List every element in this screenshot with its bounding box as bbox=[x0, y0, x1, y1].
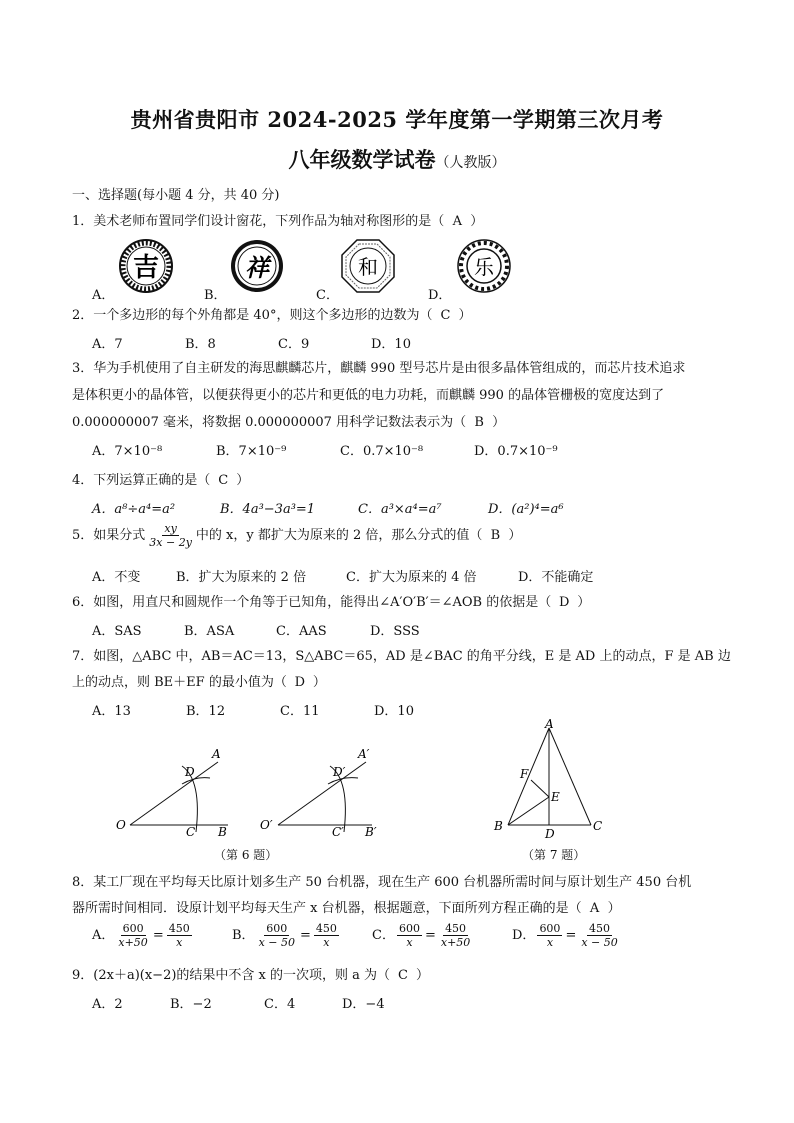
q1-label-b: B． bbox=[204, 288, 227, 303]
q1-close: ） bbox=[470, 214, 484, 229]
q5-post: 中的 x，y 都扩大为原来的 2 倍，那么分式的值（ bbox=[195, 528, 483, 543]
question-8-line-1: 8．某工厂现在平均每天比原计划多生产 50 台机器，现在生产 600 台机器所需时间与原计划生产 450 台机 bbox=[72, 875, 692, 890]
q1-stem: 1．美术老师布置同学们设计窗花，下列作品为轴对称图形的是（ bbox=[72, 214, 445, 229]
q8-c-left-frac bbox=[397, 922, 422, 949]
q8-c-rd: x+50 bbox=[440, 936, 471, 949]
q4-option-c: C．a³×a⁴=a⁷ bbox=[358, 502, 442, 517]
q8-option-d: D． $\frac{600}{x}$ = $\frac{450}{x - 50}$ bbox=[512, 922, 618, 949]
question-6 bbox=[72, 593, 590, 613]
q8-option-b: B． $\frac{600}{x - 50}$ = $\frac{450}{x}$ bbox=[232, 922, 337, 949]
le-char: 乐 bbox=[474, 255, 494, 279]
q8-b-left-frac bbox=[257, 922, 297, 949]
q8-c-ln: 600 bbox=[398, 922, 420, 935]
edition-label: （人教版） bbox=[435, 155, 506, 171]
xiang-char: 祥 bbox=[245, 253, 269, 282]
q8-d-label: D． bbox=[512, 928, 536, 943]
q8-a-rd: x bbox=[176, 936, 183, 949]
q8-a-left-frac bbox=[116, 922, 149, 949]
q7-option-d: D．10 bbox=[374, 704, 414, 719]
q5-answer: B bbox=[490, 528, 501, 543]
q4-close: ） bbox=[236, 473, 250, 488]
q8-d-left-frac bbox=[537, 922, 562, 949]
q1-label-a: A． bbox=[92, 288, 115, 303]
q9-stem: 9．(2x＋a)(x−2)的结果中不含 x 的一次项，则 a 为（ bbox=[72, 968, 391, 983]
q8-close: ） bbox=[607, 901, 621, 916]
q8-d-right-frac bbox=[579, 922, 619, 949]
fig6-label-b: B bbox=[218, 825, 227, 839]
fig7-label-f: F bbox=[520, 767, 529, 781]
q8-option-c: C． $\frac{600}{x}$ = $\frac{450}{x+50}$ bbox=[372, 922, 471, 949]
fig7-label-d: D bbox=[545, 827, 555, 841]
window-flower-ji-icon bbox=[118, 238, 174, 294]
q8-b-rd: x bbox=[323, 936, 330, 949]
q9-answer: C bbox=[398, 968, 408, 983]
fig6-label-a-prime: A′ bbox=[358, 747, 370, 761]
question-9 bbox=[72, 966, 429, 986]
fig6-label-d-prime: D′ bbox=[333, 765, 346, 779]
q5-option-d: D．不能确定 bbox=[518, 570, 594, 585]
q8-b-right-frac bbox=[314, 922, 339, 949]
q8-option-a: A． $\frac{600}{x+50}$ = $\frac{450}{x}$ bbox=[92, 922, 190, 949]
fig6-label-b-prime: B′ bbox=[365, 825, 377, 839]
q6-option-a: A．SAS bbox=[92, 624, 142, 639]
q8-b-rn: 450 bbox=[315, 922, 337, 935]
q5-close: ） bbox=[508, 528, 522, 543]
q5-option-a: A．不变 bbox=[92, 570, 141, 585]
question-3-line-3 bbox=[72, 413, 505, 433]
q8-c-ld: x bbox=[406, 936, 413, 949]
q1-label-d: D． bbox=[428, 288, 452, 303]
question-3-line-1: 3．华为手机使用了自主研发的海思麒麟芯片，麒麟 990 型号芯片是由很多晶体管组成的，而芯片技术追求 bbox=[72, 361, 686, 376]
q8-stem: 器所需时间相同．设原计划平均每天生产 x 台机器，根据题意，下面所列方程正确的是（ bbox=[72, 901, 582, 916]
question-5 bbox=[72, 522, 521, 549]
question-4 bbox=[72, 471, 249, 491]
q6-option-c: C．AAS bbox=[276, 624, 327, 639]
q8-b-ln: 600 bbox=[266, 922, 288, 935]
subtitle-text: 八年级数学试卷 bbox=[288, 147, 436, 172]
window-flower-xiang-icon bbox=[229, 238, 285, 294]
question-2 bbox=[72, 306, 471, 326]
q5-option-b: B．扩大为原来的 2 倍 bbox=[176, 570, 307, 585]
question-7-line-2 bbox=[72, 673, 326, 693]
q8-d-ld: x bbox=[546, 936, 554, 949]
q5-frac-den: 3x − 2y bbox=[149, 536, 192, 549]
fig6-caption: （第 6 题） bbox=[214, 848, 278, 862]
q8-answer: A bbox=[589, 901, 600, 916]
fig6-label-o-prime: O′ bbox=[260, 818, 273, 832]
q7-option-b: B．12 bbox=[186, 704, 226, 719]
q7-close: ） bbox=[312, 675, 326, 690]
q4-stem: 4．下列运算正确的是（ bbox=[72, 473, 211, 488]
q8-a-label: A． bbox=[92, 928, 115, 943]
q5-option-c: C．扩大为原来的 4 倍 bbox=[346, 570, 477, 585]
q8-a-rn: 450 bbox=[168, 922, 190, 935]
question-1 bbox=[72, 212, 483, 232]
window-flower-le-icon bbox=[455, 238, 513, 294]
q3-answer: B bbox=[474, 415, 484, 430]
question-8-line-2 bbox=[72, 899, 621, 919]
q8-c-right-frac bbox=[439, 922, 472, 949]
fig6-label-d: D bbox=[185, 765, 195, 779]
q6-close: ） bbox=[577, 595, 591, 610]
figure-6 bbox=[110, 740, 400, 840]
window-flower-he-icon bbox=[340, 238, 396, 294]
q8-d-rn: 450 bbox=[589, 922, 611, 935]
q3-option-b: B．7×10⁻⁹ bbox=[216, 444, 287, 459]
he-char: 和 bbox=[358, 255, 378, 279]
q7-option-a: A．13 bbox=[92, 704, 131, 719]
q4-answer: C bbox=[218, 473, 229, 488]
question-7-line-1: 7．如图，△ABC 中，AB＝AC＝13，S△ABC＝65，AD 是∠BAC 的角平分线，E 是 AD 上的动点，F 是 AB 边 bbox=[72, 649, 731, 664]
q8-d-ln: 600 bbox=[539, 922, 561, 935]
section-heading: 一、选择题(每小题 4 分，共 40 分) bbox=[72, 188, 280, 203]
q2-answer: C bbox=[440, 308, 451, 323]
q2-option-a: A．7 bbox=[92, 337, 123, 352]
q9-option-c: C．4 bbox=[264, 997, 296, 1012]
q5-fraction bbox=[147, 522, 194, 549]
q6-option-b: B．ASA bbox=[184, 624, 235, 639]
fig7-label-a: A bbox=[545, 718, 554, 731]
q2-option-d: D．10 bbox=[371, 337, 411, 352]
q6-option-d: D．SSS bbox=[370, 624, 420, 639]
fig7-label-b: B bbox=[494, 819, 503, 833]
q5-pre: 5．如果分式 bbox=[72, 528, 146, 543]
q6-stem: 6．如图，用直尺和圆规作一个角等于已知角，能得出∠A′O′B′＝∠AOB 的依据是（ bbox=[72, 595, 552, 610]
q8-c-rn: 450 bbox=[445, 922, 467, 935]
q3-stem: 0.000000007 毫米，将数据 0.000000007 用科学记数法表示为（ bbox=[72, 415, 467, 430]
q2-close: ） bbox=[458, 308, 472, 323]
fig7-label-e: E bbox=[551, 790, 560, 804]
q9-option-a: A．2 bbox=[92, 997, 123, 1012]
q4-option-d: D．(a²)⁴=a⁶ bbox=[488, 502, 564, 517]
q3-option-a: A．7×10⁻⁸ bbox=[92, 444, 163, 459]
q2-stem: 2．一个多边形的每个外角都是 40°，则这个多边形的边数为（ bbox=[72, 308, 433, 323]
q8-b-ld: x − 50 bbox=[258, 936, 295, 949]
q7-stem: 上的动点，则 BE＋EF 的最小值为（ bbox=[72, 675, 287, 690]
q4-option-b: B．4a³−3a³=1 bbox=[220, 502, 316, 517]
question-3-line-2: 是体积更小的晶体管，以便获得更小的芯片和更低的电力功耗，而麒麟 990 的晶体管栅极的宽度达到了 bbox=[72, 388, 665, 403]
figure-7 bbox=[490, 718, 610, 842]
exam-title: 贵州省贵阳市 2024-2025 学年度第一学期第三次月考 bbox=[130, 107, 664, 132]
q1-answer: A bbox=[452, 214, 462, 229]
q3-option-d: D．0.7×10⁻⁹ bbox=[474, 444, 558, 459]
q1-label-c: C． bbox=[316, 288, 339, 303]
q8-d-rd: x − 50 bbox=[581, 936, 618, 949]
ji-char: 吉 bbox=[132, 253, 160, 283]
q8-c-label: C． bbox=[372, 928, 395, 943]
q7-answer: D bbox=[294, 675, 306, 690]
q3-option-c: C．0.7×10⁻⁸ bbox=[340, 444, 424, 459]
q9-option-b: B．−2 bbox=[170, 997, 212, 1012]
fig6-label-o: O bbox=[116, 818, 126, 832]
q2-option-b: B．8 bbox=[185, 337, 216, 352]
q8-a-ld: x+50 bbox=[118, 936, 148, 949]
q7-option-c: C．11 bbox=[280, 704, 320, 719]
fig6-label-a: A bbox=[212, 747, 221, 761]
q4-option-a: A．a⁸÷a⁴=a² bbox=[92, 502, 176, 517]
q8-a-right-frac bbox=[167, 922, 192, 949]
q3-close: ） bbox=[492, 415, 506, 430]
q2-option-c: C．9 bbox=[278, 337, 310, 352]
fig6-label-c-prime: C′ bbox=[332, 825, 344, 839]
fig6-label-c: C bbox=[186, 825, 196, 839]
fig7-label-c: C bbox=[593, 819, 603, 833]
q5-frac-num: xy bbox=[164, 522, 177, 535]
q8-a-ln: 600 bbox=[122, 922, 144, 935]
q9-close: ） bbox=[416, 968, 430, 983]
exam-subtitle bbox=[0, 144, 794, 174]
q9-option-d: D．−4 bbox=[342, 997, 385, 1012]
q6-answer: D bbox=[559, 595, 570, 610]
q8-b-label: B． bbox=[232, 928, 255, 943]
fig7-caption: （第 7 题） bbox=[522, 848, 586, 862]
